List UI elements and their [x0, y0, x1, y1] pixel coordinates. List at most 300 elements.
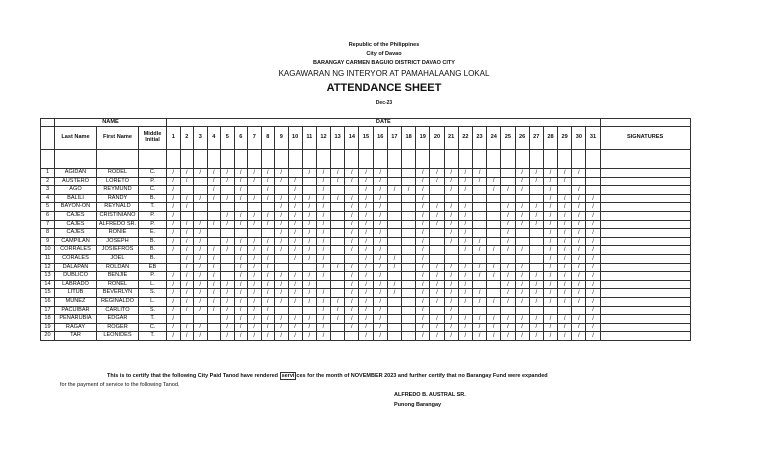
attendance-mark: /	[261, 315, 275, 324]
attendance-mark: /	[302, 220, 316, 229]
attendance-mark: /	[515, 332, 529, 341]
attendance-empty-cell	[288, 263, 302, 272]
attendance-mark: /	[331, 306, 345, 315]
attendance-mark: /	[261, 194, 275, 203]
attendance-mark: /	[331, 177, 345, 186]
middle-initial-cell: L.	[139, 280, 167, 289]
day-column-header: 24	[487, 127, 501, 150]
attendance-mark: /	[558, 315, 572, 324]
attendance-mark: /	[373, 194, 387, 203]
attendance-mark: /	[221, 169, 235, 178]
blank-cell	[543, 150, 557, 169]
attendance-mark: /	[221, 297, 235, 306]
attendance-empty-cell	[402, 289, 416, 298]
blank-cell	[458, 150, 472, 169]
attendance-mark: /	[302, 254, 316, 263]
attendance-mark: /	[572, 220, 586, 229]
attendance-mark: /	[167, 177, 181, 186]
attendance-empty-cell	[402, 297, 416, 306]
attendance-mark: /	[515, 186, 529, 195]
signature-cell	[600, 289, 690, 298]
attendance-mark: /	[558, 177, 572, 186]
attendance-mark: /	[501, 332, 515, 341]
last-name-cell: CAJES	[55, 211, 97, 220]
attendance-mark: /	[416, 297, 430, 306]
attendance-mark: /	[234, 194, 248, 203]
attendance-mark: /	[261, 332, 275, 341]
attendance-empty-cell	[331, 272, 345, 281]
blank-cell	[529, 150, 543, 169]
attendance-mark: /	[167, 203, 181, 212]
signature-cell	[600, 177, 690, 186]
day-column-header: 16	[373, 127, 387, 150]
day-column-header: 20	[430, 127, 444, 150]
attendance-mark: /	[572, 280, 586, 289]
attendance-mark: /	[501, 203, 515, 212]
attendance-mark: /	[416, 315, 430, 324]
attendance-mark: /	[248, 332, 262, 341]
blank-cell	[416, 150, 430, 169]
attendance-mark: /	[572, 297, 586, 306]
attendance-mark: /	[501, 289, 515, 298]
attendance-mark: /	[543, 254, 557, 263]
attendance-empty-cell	[558, 306, 572, 315]
attendance-mark: /	[444, 229, 458, 238]
attendance-empty-cell	[515, 237, 529, 246]
attendance-mark: /	[167, 289, 181, 298]
attendance-mark: /	[458, 315, 472, 324]
attendance-mark: /	[345, 194, 359, 203]
blank-cell	[359, 150, 373, 169]
attendance-mark: /	[345, 211, 359, 220]
table-row	[41, 186, 691, 195]
signature-cell	[600, 297, 690, 306]
attendance-empty-cell	[207, 315, 221, 324]
attendance-mark: /	[586, 246, 600, 255]
attendance-mark: /	[444, 186, 458, 195]
attendance-mark: /	[180, 246, 194, 255]
attendance-mark: /	[345, 263, 359, 272]
attendance-mark: /	[444, 289, 458, 298]
attendance-mark: /	[487, 272, 501, 281]
attendance-mark: /	[543, 315, 557, 324]
attendance-mark: /	[261, 272, 275, 281]
attendance-mark: /	[207, 297, 221, 306]
attendance-mark: /	[248, 280, 262, 289]
attendance-mark: /	[416, 306, 430, 315]
middle-initial-cell: EB	[139, 263, 167, 272]
attendance-mark: /	[288, 186, 302, 195]
row-number: 15	[41, 289, 55, 298]
last-name-cell: RAGAY	[55, 323, 97, 332]
attendance-empty-cell	[387, 220, 401, 229]
table-row	[41, 246, 691, 255]
row-number: 12	[41, 263, 55, 272]
attendance-mark: /	[275, 220, 289, 229]
attendance-mark: /	[359, 203, 373, 212]
middle-initial-cell: P.	[139, 211, 167, 220]
attendance-mark: /	[373, 263, 387, 272]
signer-name: ALFREDO B. AUSTRAL SR.	[394, 392, 466, 398]
attendance-empty-cell	[501, 169, 515, 178]
attendance-mark: /	[444, 280, 458, 289]
attendance-empty-cell	[402, 194, 416, 203]
attendance-mark: /	[529, 272, 543, 281]
attendance-empty-cell	[345, 186, 359, 195]
attendance-empty-cell	[487, 229, 501, 238]
attendance-mark: /	[458, 169, 472, 178]
row-number: 17	[41, 306, 55, 315]
attendance-mark: /	[359, 246, 373, 255]
attendance-mark: /	[180, 194, 194, 203]
row-number: 13	[41, 272, 55, 281]
attendance-mark: /	[444, 177, 458, 186]
attendance-empty-cell	[458, 306, 472, 315]
attendance-mark: /	[387, 289, 401, 298]
attendance-mark: /	[444, 323, 458, 332]
attendance-mark: /	[221, 280, 235, 289]
attendance-empty-cell	[529, 229, 543, 238]
attendance-mark: /	[261, 263, 275, 272]
attendance-mark: /	[194, 289, 208, 298]
day-column-header: 19	[416, 127, 430, 150]
attendance-mark: /	[572, 246, 586, 255]
blank-cell	[444, 150, 458, 169]
attendance-mark: /	[586, 194, 600, 203]
attendance-mark: /	[167, 194, 181, 203]
attendance-mark: /	[234, 220, 248, 229]
attendance-mark: /	[387, 280, 401, 289]
attendance-mark: /	[416, 254, 430, 263]
attendance-mark: /	[194, 272, 208, 281]
table-row	[41, 323, 691, 332]
attendance-mark: /	[316, 169, 330, 178]
attendance-mark: /	[207, 177, 221, 186]
attendance-mark: /	[444, 237, 458, 246]
day-column-header: 10	[288, 127, 302, 150]
attendance-mark: /	[543, 186, 557, 195]
attendance-empty-cell	[402, 177, 416, 186]
attendance-mark: /	[234, 169, 248, 178]
attendance-mark: /	[373, 323, 387, 332]
signature-cell	[600, 272, 690, 281]
attendance-mark: /	[458, 263, 472, 272]
attendance-mark: /	[387, 263, 401, 272]
attendance-mark: /	[487, 315, 501, 324]
attendance-mark: /	[572, 332, 586, 341]
attendance-empty-cell	[221, 272, 235, 281]
header-barangay: BARANGAY CARMEN BAGUIO DISTRICT DAVAO CITY	[313, 60, 455, 66]
day-column-header: 31	[586, 127, 600, 150]
attendance-mark: /	[586, 306, 600, 315]
attendance-empty-cell	[402, 237, 416, 246]
day-column-header: 25	[501, 127, 515, 150]
first-name-cell: RONEL	[97, 280, 139, 289]
blank-cell	[207, 150, 221, 169]
middle-initial-column-header: Middle Initial	[139, 127, 167, 150]
attendance-mark: /	[345, 229, 359, 238]
attendance-empty-cell	[472, 280, 486, 289]
attendance-mark: /	[316, 332, 330, 341]
attendance-mark: /	[221, 177, 235, 186]
attendance-mark: /	[387, 254, 401, 263]
attendance-empty-cell	[387, 237, 401, 246]
attendance-empty-cell	[275, 263, 289, 272]
attendance-empty-cell	[572, 177, 586, 186]
attendance-empty-cell	[331, 246, 345, 255]
blank-cell	[97, 150, 139, 169]
day-column-header: 13	[331, 127, 345, 150]
table-row	[41, 237, 691, 246]
attendance-empty-cell	[387, 297, 401, 306]
table-row	[41, 229, 691, 238]
day-column-header: 29	[558, 127, 572, 150]
attendance-empty-cell	[302, 306, 316, 315]
attendance-mark: /	[275, 272, 289, 281]
attendance-mark: /	[373, 203, 387, 212]
day-column-header: 4	[207, 127, 221, 150]
attendance-empty-cell	[501, 254, 515, 263]
attendance-mark: /	[543, 289, 557, 298]
attendance-empty-cell	[331, 211, 345, 220]
attendance-mark: /	[194, 254, 208, 263]
table-row	[41, 315, 691, 324]
attendance-mark: /	[586, 332, 600, 341]
attendance-mark: /	[221, 323, 235, 332]
attendance-mark: /	[458, 229, 472, 238]
attendance-mark: /	[261, 297, 275, 306]
attendance-mark: /	[359, 237, 373, 246]
attendance-mark: /	[248, 272, 262, 281]
last-name-cell: CAMPILAN	[55, 237, 97, 246]
attendance-mark: /	[207, 280, 221, 289]
attendance-mark: /	[416, 211, 430, 220]
attendance-mark: /	[302, 289, 316, 298]
attendance-mark: /	[359, 280, 373, 289]
attendance-empty-cell	[501, 306, 515, 315]
attendance-mark: /	[261, 323, 275, 332]
row-number: 16	[41, 297, 55, 306]
attendance-mark: /	[529, 297, 543, 306]
middle-initial-cell: T.	[139, 203, 167, 212]
attendance-mark: /	[194, 306, 208, 315]
attendance-empty-cell	[487, 237, 501, 246]
attendance-mark: /	[207, 263, 221, 272]
attendance-mark: /	[302, 280, 316, 289]
attendance-mark: /	[472, 177, 486, 186]
attendance-mark: /	[558, 220, 572, 229]
attendance-mark: /	[558, 289, 572, 298]
attendance-mark: /	[288, 246, 302, 255]
attendance-mark: /	[458, 203, 472, 212]
attendance-mark: /	[331, 194, 345, 203]
row-number: 1	[41, 169, 55, 178]
middle-initial-cell: C.	[139, 186, 167, 195]
attendance-mark: /	[167, 246, 181, 255]
attendance-mark: /	[234, 280, 248, 289]
attendance-mark: /	[458, 177, 472, 186]
blank-cell	[487, 150, 501, 169]
attendance-empty-cell	[402, 246, 416, 255]
attendance-mark: /	[316, 289, 330, 298]
attendance-mark: /	[261, 237, 275, 246]
attendance-mark: /	[234, 186, 248, 195]
middle-initial-cell: E.	[139, 229, 167, 238]
attendance-empty-cell	[430, 229, 444, 238]
attendance-mark: /	[515, 169, 529, 178]
attendance-empty-cell	[331, 289, 345, 298]
attendance-empty-cell	[387, 332, 401, 341]
attendance-empty-cell	[194, 203, 208, 212]
attendance-mark: /	[316, 315, 330, 324]
attendance-mark: /	[275, 237, 289, 246]
attendance-mark: /	[316, 203, 330, 212]
certification-text	[107, 373, 548, 379]
attendance-mark: /	[444, 220, 458, 229]
attendance-mark: /	[472, 332, 486, 341]
attendance-empty-cell	[207, 323, 221, 332]
attendance-mark: /	[359, 220, 373, 229]
attendance-mark: /	[248, 323, 262, 332]
attendance-empty-cell	[248, 229, 262, 238]
table-row	[41, 289, 691, 298]
attendance-mark: /	[261, 280, 275, 289]
attendance-mark: /	[359, 177, 373, 186]
middle-initial-cell: B.	[139, 254, 167, 263]
attendance-mark: /	[234, 306, 248, 315]
attendance-mark: /	[373, 315, 387, 324]
attendance-mark: /	[316, 211, 330, 220]
day-column-header: 12	[316, 127, 330, 150]
attendance-empty-cell	[402, 315, 416, 324]
attendance-mark: /	[416, 289, 430, 298]
attendance-mark: /	[302, 194, 316, 203]
row-number: 5	[41, 203, 55, 212]
attendance-empty-cell	[402, 203, 416, 212]
attendance-mark: /	[288, 211, 302, 220]
attendance-mark: /	[234, 289, 248, 298]
attendance-empty-cell	[487, 194, 501, 203]
attendance-mark: /	[472, 237, 486, 246]
blank-cell	[387, 150, 401, 169]
attendance-mark: /	[472, 289, 486, 298]
blank-cell	[261, 150, 275, 169]
attendance-mark: /	[444, 169, 458, 178]
attendance-mark: /	[373, 272, 387, 281]
attendance-mark: /	[529, 280, 543, 289]
signature-cell	[600, 254, 690, 263]
header-republic: Republic of the Philippines	[348, 42, 420, 48]
attendance-empty-cell	[487, 254, 501, 263]
attendance-mark: /	[316, 186, 330, 195]
attendance-empty-cell	[387, 272, 401, 281]
attendance-mark: /	[416, 263, 430, 272]
attendance-mark: /	[458, 323, 472, 332]
attendance-mark: /	[194, 169, 208, 178]
last-name-cell: TAR	[55, 332, 97, 341]
attendance-mark: /	[221, 194, 235, 203]
last-name-column-header: Last Name	[55, 127, 97, 150]
attendance-mark: /	[316, 177, 330, 186]
attendance-mark: /	[529, 289, 543, 298]
attendance-mark: /	[248, 177, 262, 186]
signature-cell	[600, 323, 690, 332]
attendance-mark: /	[288, 289, 302, 298]
blank-cell	[275, 150, 289, 169]
day-column-header: 6	[234, 127, 248, 150]
attendance-empty-cell	[261, 229, 275, 238]
attendance-mark: /	[430, 332, 444, 341]
attendance-mark: /	[180, 306, 194, 315]
attendance-mark: /	[288, 297, 302, 306]
attendance-empty-cell	[261, 203, 275, 212]
attendance-mark: /	[302, 315, 316, 324]
attendance-mark: /	[221, 220, 235, 229]
attendance-mark: /	[572, 203, 586, 212]
first-name-cell: JOEL	[97, 254, 139, 263]
attendance-mark: /	[558, 332, 572, 341]
attendance-empty-cell	[472, 186, 486, 195]
attendance-mark: /	[430, 272, 444, 281]
attendance-mark: /	[501, 246, 515, 255]
attendance-mark: /	[194, 237, 208, 246]
attendance-mark: /	[487, 186, 501, 195]
attendance-empty-cell	[444, 194, 458, 203]
attendance-mark: /	[275, 332, 289, 341]
attendance-mark: /	[302, 332, 316, 341]
last-name-cell: LABRADO	[55, 280, 97, 289]
attendance-mark: /	[430, 177, 444, 186]
attendance-mark: /	[261, 177, 275, 186]
attendance-mark: /	[558, 229, 572, 238]
attendance-empty-cell	[316, 280, 330, 289]
attendance-mark: /	[501, 315, 515, 324]
attendance-mark: /	[543, 272, 557, 281]
blank-cell	[331, 150, 345, 169]
attendance-mark: /	[501, 323, 515, 332]
date-group-header: DATE	[167, 119, 601, 127]
attendance-mark: /	[234, 263, 248, 272]
attendance-empty-cell	[387, 177, 401, 186]
day-column-header: 1	[167, 127, 181, 150]
attendance-empty-cell	[331, 237, 345, 246]
attendance-mark: /	[373, 254, 387, 263]
attendance-mark: /	[167, 272, 181, 281]
attendance-empty-cell	[487, 289, 501, 298]
attendance-mark: /	[373, 237, 387, 246]
attendance-empty-cell	[331, 332, 345, 341]
attendance-empty-cell	[402, 254, 416, 263]
attendance-mark: /	[345, 323, 359, 332]
blank-cell	[572, 150, 586, 169]
attendance-mark: /	[416, 203, 430, 212]
day-column-header: 3	[194, 127, 208, 150]
attendance-mark: /	[501, 211, 515, 220]
attendance-mark: /	[430, 315, 444, 324]
attendance-mark: /	[234, 272, 248, 281]
first-name-column-header: First Name	[97, 127, 139, 150]
attendance-mark: /	[221, 315, 235, 324]
middle-initial-cell: P.	[139, 220, 167, 229]
attendance-empty-cell	[221, 203, 235, 212]
attendance-empty-cell	[572, 306, 586, 315]
attendance-mark: /	[248, 254, 262, 263]
blank-cell	[430, 150, 444, 169]
attendance-mark: /	[572, 323, 586, 332]
certification-line-2: for the payment of service to the following Tanod.	[60, 382, 180, 388]
table-row	[41, 263, 691, 272]
attendance-mark: /	[430, 289, 444, 298]
